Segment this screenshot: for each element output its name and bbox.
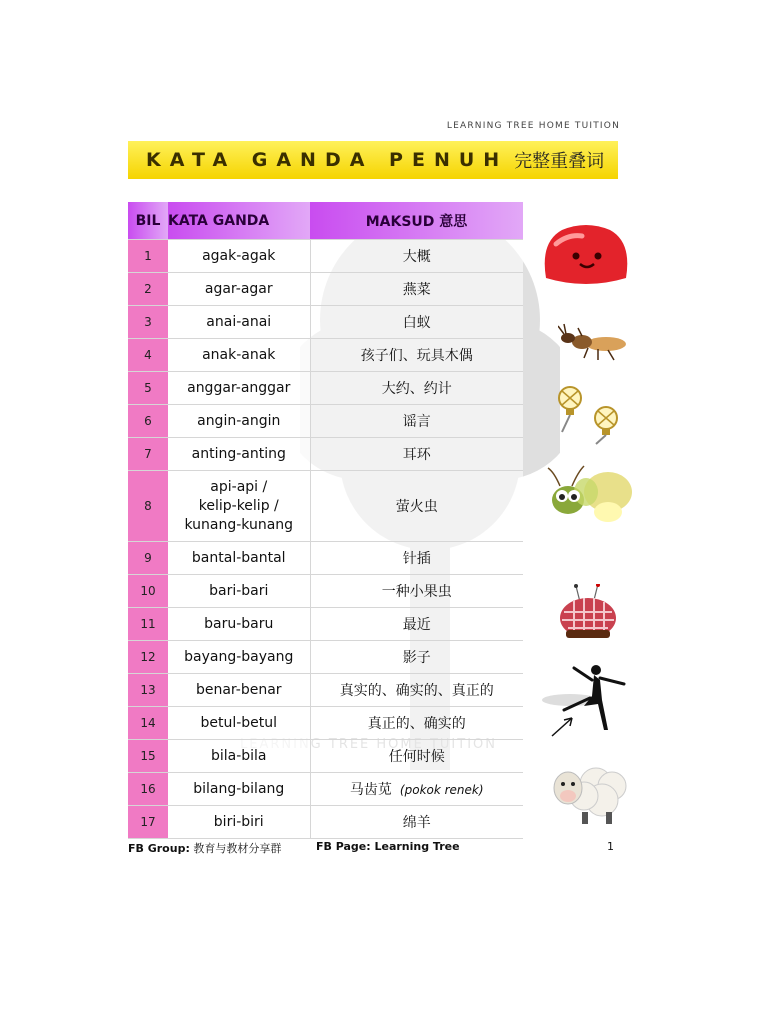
row-number: 6 [128,405,168,438]
earrings-icon [552,382,632,446]
table-row [128,740,523,773]
footer-group-label: FB Group: [128,842,190,855]
row-number: 3 [128,306,168,339]
row-meaning: 一种小果虫 [310,575,523,608]
table-row [128,240,523,273]
table-row [128,707,523,740]
table-row [128,405,523,438]
row-meaning: 孩子们、玩具木偶 [310,339,523,372]
row-word: betul-betul [168,707,310,740]
row-number: 14 [128,707,168,740]
footer-fb-group [128,840,281,856]
table-row [128,471,523,542]
row-word: agar-agar [168,273,310,306]
banner-subtitle: 完整重叠词 [514,151,605,172]
row-meaning [310,773,523,806]
table-row [128,806,523,839]
table-row [128,306,523,339]
row-meaning: 燕菜 [310,273,523,306]
row-word: bantal-bantal [168,542,310,575]
row-word [168,471,310,542]
row-meaning: 耳环 [310,438,523,471]
row-word: bilang-bilang [168,773,310,806]
row-number: 10 [128,575,168,608]
row-word: baru-baru [168,608,310,641]
brand-header: LEARNING TREE HOME TUITION [446,121,620,131]
table-row [128,339,523,372]
row-number: 13 [128,674,168,707]
header-kata-ganda: KATA GANDA [168,202,310,240]
row-number: 4 [128,339,168,372]
row-word-line: kunang-kunang [184,516,294,533]
table-row [128,372,523,405]
row-word: anai-anai [168,306,310,339]
table-row [128,542,523,575]
page-number: 1 [607,840,614,853]
row-meaning: 最近 [310,608,523,641]
row-word: bila-bila [168,740,310,773]
table-row [128,773,523,806]
banner-title: KATA GANDA PENUH [146,149,509,171]
row-meaning: 任何时候 [310,740,523,773]
table-row [128,641,523,674]
row-word: bari-bari [168,575,310,608]
row-number: 9 [128,542,168,575]
firefly-icon [540,462,638,532]
table-row [128,438,523,471]
footer-group-name: 教育与教材分享群 [193,842,282,855]
footer-fb-page [316,840,460,853]
row-word: biri-biri [168,806,310,839]
row-meaning-note: (pokok renek) [399,783,484,797]
table-row [128,608,523,641]
row-word: bayang-bayang [168,641,310,674]
table-row [128,273,523,306]
row-number: 16 [128,773,168,806]
sheep-icon [546,752,632,828]
row-meaning: 真实的、确实的、真正的 [310,674,523,707]
row-meaning: 谣言 [310,405,523,438]
row-meaning: 绵羊 [310,806,523,839]
row-meaning: 针插 [310,542,523,575]
row-word: anak-anak [168,339,310,372]
footer-page-label: FB Page: Learning Tree [316,840,460,853]
row-word: agak-agak [168,240,310,273]
title-banner [128,141,618,179]
row-meaning: 影子 [310,641,523,674]
table-row [128,575,523,608]
row-meaning: 萤火虫 [310,471,523,542]
row-number: 5 [128,372,168,405]
row-number: 11 [128,608,168,641]
row-number: 1 [128,240,168,273]
header-maksud: MAKSUD 意思 [310,202,523,240]
pincushion-icon [556,584,622,640]
row-word-line: kelip-kelip / [198,497,279,514]
row-number: 7 [128,438,168,471]
row-word: benar-benar [168,674,310,707]
row-meaning-text: 马齿苋 [349,782,392,798]
row-word: angin-angin [168,405,310,438]
dancer-shadow-icon [530,660,630,738]
row-meaning: 大约、约计 [310,372,523,405]
jelly-icon [538,222,634,288]
row-number: 12 [128,641,168,674]
row-meaning: 真正的、确实的 [310,707,523,740]
row-meaning: 白蚁 [310,306,523,339]
termite-icon [558,322,630,362]
row-number: 8 [128,471,168,542]
row-word: anting-anting [168,438,310,471]
table-row [128,674,523,707]
kata-ganda-table [128,202,523,839]
row-number: 2 [128,273,168,306]
row-word: anggar-anggar [168,372,310,405]
header-bil: BIL [128,202,168,240]
row-word-line: api-api / [210,478,268,495]
row-meaning: 大概 [310,240,523,273]
row-number: 15 [128,740,168,773]
row-number: 17 [128,806,168,839]
